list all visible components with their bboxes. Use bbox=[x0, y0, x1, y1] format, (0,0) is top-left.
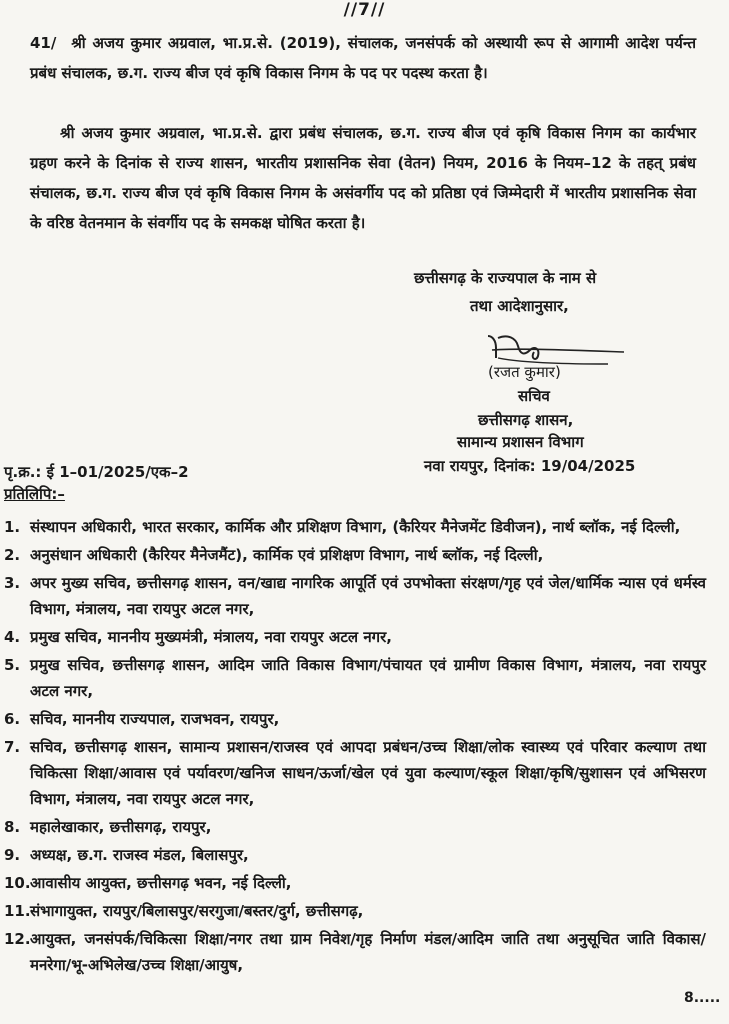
list-item bbox=[4, 542, 706, 568]
list-item-number: 2. bbox=[4, 546, 21, 564]
list-item bbox=[4, 842, 706, 868]
copy-to-heading: प्रतिलिपि:– bbox=[4, 485, 65, 503]
order-text: श्री अजय कुमार अग्रवाल, भा.प्र.से. (2019), संचालक, जनसंपर्क को अस्थायी रूप से आगामी आदेश पर्यन्त प्रबंध संचालक, छ.ग. राज्य बीज एवं कृषि विकास निगम के पद पर पदस्थ करता है। bbox=[30, 34, 696, 82]
list-item-text: आवासीय आयुक्त, छत्तीसगढ़ भवन, नई दिल्ली, bbox=[30, 874, 292, 892]
list-item bbox=[4, 734, 706, 812]
order-number: 41/ bbox=[30, 34, 57, 52]
list-item-number: 12. bbox=[4, 930, 31, 948]
list-item-text: प्रमुख सचिव, माननीय मुख्यमंत्री, मंत्रालय, नवा रायपुर अटल नगर, bbox=[30, 628, 392, 646]
list-item bbox=[4, 624, 706, 650]
signer-name: (रजत कुमार) bbox=[488, 363, 561, 381]
place-and-date: नवा रायपुर, दिनांक: 19/04/2025 bbox=[424, 457, 636, 475]
list-item-number: 8. bbox=[4, 818, 21, 836]
list-item-number: 3. bbox=[4, 574, 21, 592]
signer-government: छत्तीसगढ़ शासन, bbox=[478, 411, 574, 429]
signer-department: सामान्य प्रशासन विभाग bbox=[457, 433, 584, 451]
list-item-text: प्रमुख सचिव, छत्तीसगढ़ शासन, आदिम जाति विकास विभाग/पंचायत एवं ग्रामीण विकास विभाग, मंत्रालय, नवा रायपुर अटल नगर, bbox=[30, 656, 706, 700]
list-item-number: 1. bbox=[4, 518, 21, 536]
list-item-number: 4. bbox=[4, 628, 21, 646]
list-item-number: 10. bbox=[4, 874, 31, 892]
equivalence-paragraph: श्री अजय कुमार अग्रवाल, भा.प्र.से. द्वारा प्रबंध संचालक, छ.ग. राज्य बीज एवं कृषि विकास निगम का कार्यभार ग्रहण करने के दिनांक से राज्य शासन, भारतीय प्रशासनिक सेवा (वेतन) नियम, 2016 के नियम–12 के तहत् प्रबंध संचालक, छ.ग. राज्य बीज एवं कृषि विकास निगम के असंवर्गीय पद को प्रतिष्ठा एवं जिम्मेदारी में भारतीय प्रशासनिक सेवा के वरिष्ठ वेतनमान के संवर्गीय पद के समकक्ष घोषित करता है। bbox=[30, 124, 696, 232]
next-page-indicator: 8..... bbox=[684, 990, 721, 1006]
list-item-number: 7. bbox=[4, 738, 21, 756]
list-item-text: सचिव, छत्तीसगढ़ शासन, सामान्य प्रशासन/राजस्व एवं आपदा प्रबंधन/उच्च शिक्षा/लोक स्वास्थ्य एवं परिवार कल्याण तथा चिकित्सा शिक्षा/आवास एवं पर्यावरण/खनिज साधन/ऊर्जा/खेल एवं युवा कल्याण/स्कूल शिक्षा/कृषि/सुशासन एवं अभिसरण विभाग, मंत्रालय, नवा रायपुर अटल नगर, bbox=[30, 738, 706, 808]
page-number-marker: //7// bbox=[343, 0, 386, 20]
list-item bbox=[4, 570, 706, 622]
order-paragraph bbox=[30, 28, 696, 88]
list-item-number: 9. bbox=[4, 846, 21, 864]
list-item-text: आयुक्त, जनसंपर्क/चिकित्सा शिक्षा/नगर तथा ग्राम निवेश/गृह निर्माण मंडल/आदिम जाति तथा अनुसूचित जाति विकास/मनरेगा/भू-अभिलेख/उच्च शिक्षा/आयुष, bbox=[30, 930, 706, 974]
list-item bbox=[4, 706, 706, 732]
list-item-text: संस्थापन अधिकारी, भारत सरकार, कार्मिक और प्रशिक्षण विभाग, (कैरियर मैनेजमेंट डिवीजन), नार्थ ब्लॉक, नई दिल्ली, bbox=[30, 518, 681, 536]
list-item bbox=[4, 652, 706, 704]
governor-authority-line: छत्तीसगढ़ के राज्यपाल के नाम से bbox=[414, 269, 597, 287]
list-item-text: अध्यक्ष, छ.ग. राजस्व मंडल, बिलासपुर, bbox=[30, 846, 249, 864]
list-item bbox=[4, 870, 706, 896]
signer-designation: सचिव bbox=[518, 387, 550, 405]
copy-recipient-list bbox=[4, 514, 706, 980]
reference-number: पृ.क्र.: ई 1–01/2025/एक–2 bbox=[4, 463, 189, 481]
list-item bbox=[4, 814, 706, 840]
list-item bbox=[4, 514, 706, 540]
list-item-number: 6. bbox=[4, 710, 21, 728]
list-item-text: अनुसंधान अधिकारी (कैरियर मैनेजमैंट), कार्मिक एवं प्रशिक्षण विभाग, नार्थ ब्लॉक, नई दिल्ली, bbox=[30, 546, 544, 564]
by-order-line: तथा आदेशानुसार, bbox=[470, 297, 569, 315]
list-item-number: 5. bbox=[4, 656, 21, 674]
list-item bbox=[4, 898, 706, 924]
list-item-text: सचिव, माननीय राज्यपाल, राजभवन, रायपुर, bbox=[30, 710, 280, 728]
list-item bbox=[4, 926, 706, 978]
list-item-text: संभागायुक्त, रायपुर/बिलासपुर/सरगुजा/बस्तर/दुर्ग, छत्तीसगढ़, bbox=[30, 902, 364, 920]
list-item-text: अपर मुख्य सचिव, छत्तीसगढ़ शासन, वन/खाद्य नागरिक आपूर्ति एवं उपभोक्ता संरक्षण/गृह एवं जेल/धार्मिक न्यास एवं धर्मस्व विभाग, मंत्रालय, नवा रायपुर अटल नगर, bbox=[30, 574, 706, 618]
list-item-number: 11. bbox=[4, 902, 31, 920]
list-item-text: महालेखाकार, छत्तीसगढ़, रायपुर, bbox=[30, 818, 212, 836]
